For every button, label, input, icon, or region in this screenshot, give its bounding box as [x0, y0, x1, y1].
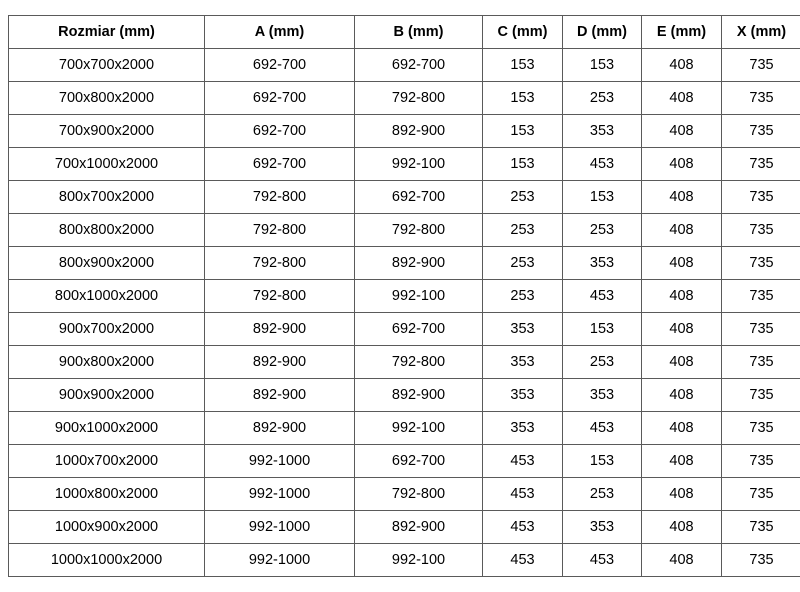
table-row [9, 412, 800, 445]
d-cell: 153 [563, 445, 642, 478]
size-cell: 800x700x2000 [9, 181, 205, 214]
x-cell: 735 [722, 379, 800, 412]
size-cell: 700x700x2000 [9, 49, 205, 82]
x-cell: 735 [722, 247, 800, 280]
d-cell: 253 [563, 478, 642, 511]
x-cell: 735 [722, 544, 800, 577]
b-cell: 892-900 [355, 379, 483, 412]
size-cell: 800x1000x2000 [9, 280, 205, 313]
d-cell: 453 [563, 280, 642, 313]
x-cell: 735 [722, 511, 800, 544]
x-cell: 735 [722, 346, 800, 379]
a-cell: 992-1000 [205, 445, 355, 478]
d-cell: 253 [563, 346, 642, 379]
table-header [9, 16, 800, 49]
c-cell: 353 [483, 313, 563, 346]
x-cell: 735 [722, 478, 800, 511]
b-cell: 892-900 [355, 115, 483, 148]
d-cell: 253 [563, 214, 642, 247]
a-cell: 992-1000 [205, 544, 355, 577]
d-cell: 153 [563, 181, 642, 214]
table-row [9, 445, 800, 478]
d-cell: 353 [563, 511, 642, 544]
e-cell: 408 [642, 280, 722, 313]
b-cell: 992-100 [355, 412, 483, 445]
c-cell: 353 [483, 379, 563, 412]
x-cell: 735 [722, 280, 800, 313]
e-cell: 408 [642, 379, 722, 412]
c-cell: 153 [483, 115, 563, 148]
c-cell: 153 [483, 49, 563, 82]
table-row [9, 379, 800, 412]
e-cell: 408 [642, 346, 722, 379]
b-cell: 692-700 [355, 181, 483, 214]
c-cell: 353 [483, 346, 563, 379]
c-cell: 253 [483, 181, 563, 214]
b-cell: 692-700 [355, 445, 483, 478]
e-cell: 408 [642, 148, 722, 181]
a-cell: 692-700 [205, 115, 355, 148]
size-cell: 900x900x2000 [9, 379, 205, 412]
a-cell: 992-1000 [205, 478, 355, 511]
a-cell: 792-800 [205, 247, 355, 280]
a-cell: 992-1000 [205, 511, 355, 544]
table-row [9, 49, 800, 82]
a-cell: 692-700 [205, 148, 355, 181]
e-cell: 408 [642, 82, 722, 115]
x-cell: 735 [722, 181, 800, 214]
d-cell: 353 [563, 247, 642, 280]
size-cell: 900x1000x2000 [9, 412, 205, 445]
e-header: E (mm) [642, 16, 722, 49]
d-cell: 253 [563, 82, 642, 115]
e-cell: 408 [642, 115, 722, 148]
c-cell: 153 [483, 148, 563, 181]
c-cell: 453 [483, 511, 563, 544]
table-row [9, 478, 800, 511]
a-cell: 892-900 [205, 412, 355, 445]
d-cell: 153 [563, 49, 642, 82]
c-cell: 453 [483, 544, 563, 577]
size-cell: 700x900x2000 [9, 115, 205, 148]
e-cell: 408 [642, 49, 722, 82]
d-cell: 453 [563, 148, 642, 181]
b-cell: 992-100 [355, 280, 483, 313]
b-cell: 892-900 [355, 511, 483, 544]
e-cell: 408 [642, 412, 722, 445]
d-cell: 353 [563, 379, 642, 412]
c-cell: 153 [483, 82, 563, 115]
table-row [9, 247, 800, 280]
table-row [9, 82, 800, 115]
size-cell: 900x800x2000 [9, 346, 205, 379]
table-row [9, 148, 800, 181]
table-body [9, 49, 800, 577]
table-row [9, 181, 800, 214]
x-cell: 735 [722, 214, 800, 247]
d-cell: 153 [563, 313, 642, 346]
d-cell: 453 [563, 412, 642, 445]
size-cell: 800x900x2000 [9, 247, 205, 280]
e-cell: 408 [642, 511, 722, 544]
a-cell: 892-900 [205, 313, 355, 346]
size-cell: 700x800x2000 [9, 82, 205, 115]
a-cell: 692-700 [205, 82, 355, 115]
dimensions-table [8, 15, 800, 577]
c-cell: 453 [483, 445, 563, 478]
a-cell: 792-800 [205, 280, 355, 313]
size-cell: 1000x900x2000 [9, 511, 205, 544]
e-cell: 408 [642, 445, 722, 478]
x-cell: 735 [722, 82, 800, 115]
a-cell: 892-900 [205, 379, 355, 412]
size-cell: 900x700x2000 [9, 313, 205, 346]
table-row [9, 115, 800, 148]
table-row [9, 511, 800, 544]
size-cell: 1000x700x2000 [9, 445, 205, 478]
table-row [9, 346, 800, 379]
b-cell: 992-100 [355, 544, 483, 577]
c-header: C (mm) [483, 16, 563, 49]
table-row [9, 544, 800, 577]
e-cell: 408 [642, 313, 722, 346]
header-row [9, 16, 800, 49]
b-cell: 792-800 [355, 214, 483, 247]
size-cell: 1000x800x2000 [9, 478, 205, 511]
b-cell: 792-800 [355, 82, 483, 115]
b-cell: 792-800 [355, 346, 483, 379]
c-cell: 253 [483, 280, 563, 313]
x-cell: 735 [722, 115, 800, 148]
table-row [9, 280, 800, 313]
a-cell: 692-700 [205, 49, 355, 82]
x-cell: 735 [722, 49, 800, 82]
table-row [9, 313, 800, 346]
a-header: A (mm) [205, 16, 355, 49]
e-cell: 408 [642, 247, 722, 280]
e-cell: 408 [642, 544, 722, 577]
a-cell: 792-800 [205, 214, 355, 247]
table-row [9, 214, 800, 247]
c-cell: 353 [483, 412, 563, 445]
d-header: D (mm) [563, 16, 642, 49]
c-cell: 253 [483, 247, 563, 280]
b-cell: 692-700 [355, 313, 483, 346]
b-cell: 992-100 [355, 148, 483, 181]
d-cell: 453 [563, 544, 642, 577]
c-cell: 253 [483, 214, 563, 247]
x-cell: 735 [722, 148, 800, 181]
a-cell: 792-800 [205, 181, 355, 214]
e-cell: 408 [642, 478, 722, 511]
d-cell: 353 [563, 115, 642, 148]
x-cell: 735 [722, 313, 800, 346]
x-cell: 735 [722, 412, 800, 445]
e-cell: 408 [642, 214, 722, 247]
x-header: X (mm) [722, 16, 800, 49]
size-header: Rozmiar (mm) [9, 16, 205, 49]
size-cell: 800x800x2000 [9, 214, 205, 247]
x-cell: 735 [722, 445, 800, 478]
a-cell: 892-900 [205, 346, 355, 379]
e-cell: 408 [642, 181, 722, 214]
size-cell: 1000x1000x2000 [9, 544, 205, 577]
size-cell: 700x1000x2000 [9, 148, 205, 181]
b-cell: 792-800 [355, 478, 483, 511]
c-cell: 453 [483, 478, 563, 511]
b-cell: 692-700 [355, 49, 483, 82]
b-header: B (mm) [355, 16, 483, 49]
b-cell: 892-900 [355, 247, 483, 280]
